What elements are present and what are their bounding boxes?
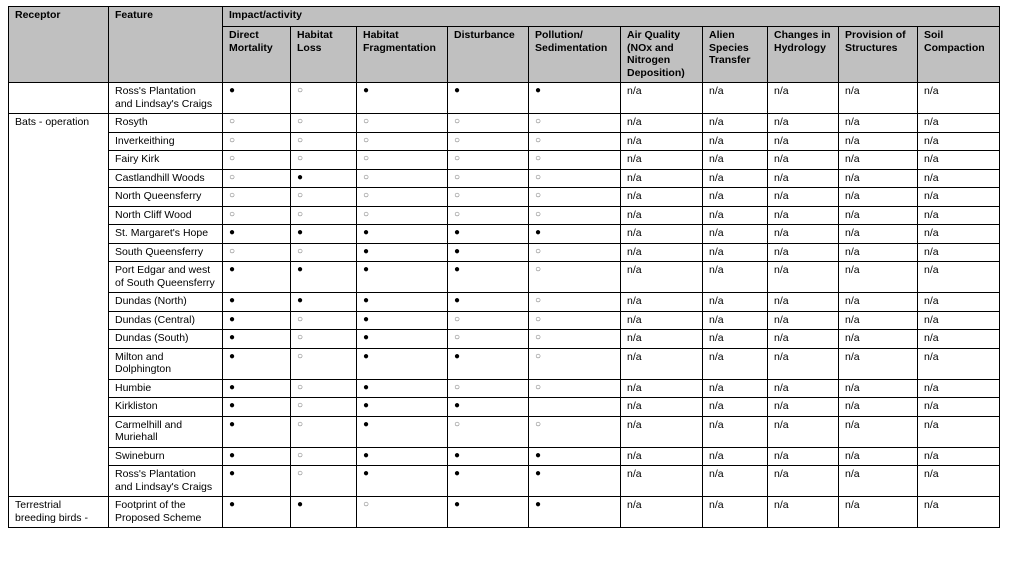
feature-cell: Kirkliston — [109, 398, 223, 417]
filled-circle-icon: ● — [291, 225, 357, 244]
open-circle-icon: ○ — [357, 151, 448, 170]
value-cell: n/a — [839, 206, 918, 225]
open-circle-icon: ○ — [291, 188, 357, 207]
table-header — [9, 7, 1000, 83]
open-circle-icon: ○ — [291, 151, 357, 170]
feature-cell: Dundas (Central) — [109, 311, 223, 330]
open-circle-icon: ○ — [529, 243, 621, 262]
filled-circle-icon: ● — [357, 311, 448, 330]
open-circle-icon: ○ — [357, 114, 448, 133]
value-cell: n/a — [768, 497, 839, 528]
table-row — [9, 188, 1000, 207]
value-cell: n/a — [621, 225, 703, 244]
table-row — [9, 293, 1000, 312]
open-circle-icon: ○ — [291, 311, 357, 330]
open-circle-icon: ○ — [448, 132, 529, 151]
value-cell: n/a — [621, 330, 703, 349]
open-circle-icon: ○ — [291, 466, 357, 497]
value-cell: n/a — [839, 348, 918, 379]
value-cell: n/a — [768, 466, 839, 497]
value-cell: n/a — [839, 151, 918, 170]
value-cell: n/a — [703, 262, 768, 293]
filled-circle-icon: ● — [223, 293, 291, 312]
value-cell: n/a — [621, 151, 703, 170]
value-cell: n/a — [703, 151, 768, 170]
value-cell: n/a — [918, 206, 1000, 225]
open-circle-icon: ○ — [223, 132, 291, 151]
value-cell: n/a — [621, 416, 703, 447]
open-circle-icon: ○ — [529, 169, 621, 188]
filled-circle-icon: ● — [529, 225, 621, 244]
value-cell: n/a — [918, 114, 1000, 133]
value-cell: n/a — [703, 293, 768, 312]
value-cell: n/a — [703, 447, 768, 466]
open-circle-icon: ○ — [357, 497, 448, 528]
feature-cell: North Cliff Wood — [109, 206, 223, 225]
value-cell: n/a — [768, 379, 839, 398]
value-cell: n/a — [839, 243, 918, 262]
value-cell: n/a — [839, 262, 918, 293]
value-cell: n/a — [839, 169, 918, 188]
filled-circle-icon: ● — [357, 262, 448, 293]
open-circle-icon: ○ — [291, 348, 357, 379]
value-cell: n/a — [768, 398, 839, 417]
filled-circle-icon: ● — [448, 447, 529, 466]
filled-circle-icon: ● — [291, 293, 357, 312]
feature-cell: Ross's Plantation and Lindsay's Craigs — [109, 466, 223, 497]
table-row — [9, 151, 1000, 170]
open-circle-icon: ○ — [448, 206, 529, 225]
filled-circle-icon: ● — [223, 416, 291, 447]
table-row — [9, 311, 1000, 330]
filled-circle-icon: ● — [529, 466, 621, 497]
open-circle-icon: ○ — [291, 206, 357, 225]
filled-circle-icon: ● — [223, 348, 291, 379]
table-row — [9, 243, 1000, 262]
value-cell: n/a — [768, 416, 839, 447]
value-cell: n/a — [839, 416, 918, 447]
value-cell: n/a — [768, 151, 839, 170]
table-row — [9, 497, 1000, 528]
value-cell: n/a — [621, 447, 703, 466]
open-circle-icon: ○ — [291, 379, 357, 398]
header-column: Pollution/ Sedimentation — [529, 27, 621, 83]
feature-cell: Castlandhill Woods — [109, 169, 223, 188]
filled-circle-icon: ● — [291, 262, 357, 293]
filled-circle-icon: ● — [448, 225, 529, 244]
table-row — [9, 379, 1000, 398]
value-cell: n/a — [621, 243, 703, 262]
value-cell: n/a — [918, 151, 1000, 170]
value-cell: n/a — [918, 348, 1000, 379]
open-circle-icon: ○ — [529, 348, 621, 379]
feature-cell: North Queensferry — [109, 188, 223, 207]
table-row — [9, 330, 1000, 349]
open-circle-icon: ○ — [529, 206, 621, 225]
value-cell: n/a — [839, 379, 918, 398]
value-cell: n/a — [703, 416, 768, 447]
feature-cell: St. Margaret's Hope — [109, 225, 223, 244]
open-circle-icon: ○ — [291, 83, 357, 114]
value-cell: n/a — [839, 466, 918, 497]
filled-circle-icon: ● — [357, 243, 448, 262]
value-cell: n/a — [703, 466, 768, 497]
filled-circle-icon: ● — [448, 466, 529, 497]
open-circle-icon: ○ — [448, 379, 529, 398]
table-row — [9, 416, 1000, 447]
open-circle-icon: ○ — [529, 262, 621, 293]
open-circle-icon: ○ — [529, 293, 621, 312]
open-circle-icon: ○ — [529, 132, 621, 151]
feature-cell: Fairy Kirk — [109, 151, 223, 170]
value-cell: n/a — [621, 348, 703, 379]
value-cell: n/a — [839, 83, 918, 114]
header-column: Air Quality (NOx and Nitrogen Deposition) — [621, 27, 703, 83]
filled-circle-icon: ● — [529, 447, 621, 466]
filled-circle-icon: ● — [448, 497, 529, 528]
table-row — [9, 169, 1000, 188]
header-feature: Feature — [109, 7, 223, 83]
value-cell: n/a — [703, 243, 768, 262]
table-row — [9, 348, 1000, 379]
receptor-cell: Bats - operation — [9, 114, 109, 497]
value-cell: n/a — [918, 379, 1000, 398]
table-row — [9, 206, 1000, 225]
filled-circle-icon: ● — [448, 293, 529, 312]
value-cell: n/a — [768, 348, 839, 379]
open-circle-icon: ○ — [529, 188, 621, 207]
value-cell: n/a — [621, 262, 703, 293]
table-row — [9, 262, 1000, 293]
value-cell: n/a — [621, 114, 703, 133]
open-circle-icon: ○ — [291, 447, 357, 466]
open-circle-icon: ○ — [223, 206, 291, 225]
feature-cell: Rosyth — [109, 114, 223, 133]
filled-circle-icon: ● — [223, 262, 291, 293]
value-cell: n/a — [621, 188, 703, 207]
value-cell: n/a — [839, 225, 918, 244]
filled-circle-icon: ● — [357, 466, 448, 497]
table-row — [9, 225, 1000, 244]
value-cell: n/a — [918, 262, 1000, 293]
value-cell: n/a — [918, 243, 1000, 262]
value-cell: n/a — [768, 169, 839, 188]
filled-circle-icon: ● — [448, 83, 529, 114]
open-circle-icon: ○ — [291, 330, 357, 349]
filled-circle-icon: ● — [448, 262, 529, 293]
feature-cell: Ross's Plantation and Lindsay's Craigs — [109, 83, 223, 114]
value-cell: n/a — [918, 83, 1000, 114]
open-circle-icon: ○ — [291, 114, 357, 133]
value-cell: n/a — [768, 243, 839, 262]
filled-circle-icon: ● — [357, 225, 448, 244]
filled-circle-icon: ● — [223, 466, 291, 497]
open-circle-icon: ○ — [448, 416, 529, 447]
open-circle-icon: ○ — [357, 169, 448, 188]
value-cell: n/a — [918, 447, 1000, 466]
open-circle-icon: ○ — [448, 151, 529, 170]
open-circle-icon: ○ — [291, 416, 357, 447]
filled-circle-icon: ● — [357, 379, 448, 398]
value-cell: n/a — [768, 83, 839, 114]
value-cell: n/a — [918, 398, 1000, 417]
table-body — [9, 83, 1000, 528]
value-cell: n/a — [918, 132, 1000, 151]
feature-cell: Inverkeithing — [109, 132, 223, 151]
filled-circle-icon: ● — [357, 330, 448, 349]
header-column: Disturbance — [448, 27, 529, 83]
value-cell: n/a — [703, 379, 768, 398]
filled-circle-icon: ● — [223, 225, 291, 244]
value-cell: n/a — [621, 83, 703, 114]
filled-circle-icon: ● — [357, 398, 448, 417]
value-cell: n/a — [768, 206, 839, 225]
open-circle-icon: ○ — [448, 114, 529, 133]
open-circle-icon: ○ — [291, 398, 357, 417]
open-circle-icon: ○ — [529, 379, 621, 398]
value-cell: n/a — [918, 497, 1000, 528]
value-cell: n/a — [839, 188, 918, 207]
table-row — [9, 114, 1000, 133]
table-row — [9, 132, 1000, 151]
value-cell: n/a — [621, 497, 703, 528]
open-circle-icon: ○ — [223, 243, 291, 262]
filled-circle-icon: ● — [291, 497, 357, 528]
value-cell: n/a — [703, 225, 768, 244]
header-column: Habitat Fragmentation — [357, 27, 448, 83]
filled-circle-icon: ● — [357, 416, 448, 447]
table-row — [9, 398, 1000, 417]
value-cell: n/a — [621, 466, 703, 497]
open-circle-icon: ○ — [223, 151, 291, 170]
open-circle-icon: ○ — [529, 114, 621, 133]
value-cell: n/a — [703, 132, 768, 151]
open-circle-icon: ○ — [529, 151, 621, 170]
value-cell: n/a — [918, 466, 1000, 497]
value-cell: n/a — [839, 293, 918, 312]
receptor-cell: Terrestrial breeding birds - — [9, 497, 109, 528]
open-circle-icon: ○ — [529, 311, 621, 330]
value-cell: n/a — [768, 262, 839, 293]
filled-circle-icon: ● — [223, 83, 291, 114]
value-cell: n/a — [918, 330, 1000, 349]
open-circle-icon: ○ — [223, 188, 291, 207]
value-cell: n/a — [621, 169, 703, 188]
filled-circle-icon: ● — [223, 330, 291, 349]
filled-circle-icon: ● — [448, 348, 529, 379]
value-cell: n/a — [768, 188, 839, 207]
value-cell: n/a — [839, 311, 918, 330]
value-cell: n/a — [768, 330, 839, 349]
feature-cell: Humbie — [109, 379, 223, 398]
value-cell — [529, 398, 621, 417]
open-circle-icon: ○ — [529, 416, 621, 447]
header-column: Alien Species Transfer — [703, 27, 768, 83]
value-cell: n/a — [703, 348, 768, 379]
value-cell: n/a — [621, 293, 703, 312]
value-cell: n/a — [703, 398, 768, 417]
value-cell: n/a — [703, 311, 768, 330]
filled-circle-icon: ● — [529, 83, 621, 114]
open-circle-icon: ○ — [448, 330, 529, 349]
filled-circle-icon: ● — [357, 293, 448, 312]
value-cell: n/a — [918, 311, 1000, 330]
filled-circle-icon: ● — [223, 379, 291, 398]
header-impact-activity: Impact/activity — [223, 7, 1000, 27]
feature-cell: Footprint of the Proposed Scheme — [109, 497, 223, 528]
value-cell: n/a — [768, 225, 839, 244]
value-cell: n/a — [703, 83, 768, 114]
value-cell: n/a — [768, 293, 839, 312]
feature-cell: Milton and Dolphington — [109, 348, 223, 379]
open-circle-icon: ○ — [448, 169, 529, 188]
value-cell: n/a — [621, 311, 703, 330]
header-column: Provision of Structures — [839, 27, 918, 83]
filled-circle-icon: ● — [357, 447, 448, 466]
value-cell: n/a — [703, 188, 768, 207]
filled-circle-icon: ● — [291, 169, 357, 188]
value-cell: n/a — [768, 114, 839, 133]
value-cell: n/a — [918, 293, 1000, 312]
open-circle-icon: ○ — [357, 188, 448, 207]
feature-cell: Dundas (South) — [109, 330, 223, 349]
header-receptor: Receptor — [9, 7, 109, 83]
value-cell: n/a — [839, 497, 918, 528]
table-row — [9, 447, 1000, 466]
feature-cell: Swineburn — [109, 447, 223, 466]
value-cell: n/a — [768, 132, 839, 151]
impact-table — [8, 6, 1000, 528]
open-circle-icon: ○ — [448, 311, 529, 330]
filled-circle-icon: ● — [223, 447, 291, 466]
table-row — [9, 466, 1000, 497]
open-circle-icon: ○ — [357, 132, 448, 151]
header-column: Soil Compaction — [918, 27, 1000, 83]
filled-circle-icon: ● — [223, 311, 291, 330]
open-circle-icon: ○ — [357, 206, 448, 225]
filled-circle-icon: ● — [448, 398, 529, 417]
value-cell: n/a — [703, 206, 768, 225]
value-cell: n/a — [839, 447, 918, 466]
value-cell: n/a — [768, 311, 839, 330]
value-cell: n/a — [918, 225, 1000, 244]
value-cell: n/a — [839, 398, 918, 417]
value-cell: n/a — [621, 132, 703, 151]
value-cell: n/a — [703, 330, 768, 349]
feature-cell: Port Edgar and west of South Queensferry — [109, 262, 223, 293]
value-cell: n/a — [621, 379, 703, 398]
value-cell: n/a — [918, 416, 1000, 447]
feature-cell: Carmelhill and Muriehall — [109, 416, 223, 447]
filled-circle-icon: ● — [357, 348, 448, 379]
table-row — [9, 83, 1000, 114]
open-circle-icon: ○ — [291, 243, 357, 262]
value-cell: n/a — [839, 132, 918, 151]
header-column: Changes in Hydrology — [768, 27, 839, 83]
value-cell: n/a — [918, 169, 1000, 188]
filled-circle-icon: ● — [357, 83, 448, 114]
value-cell: n/a — [621, 398, 703, 417]
value-cell: n/a — [703, 169, 768, 188]
header-column: Direct Mortality — [223, 27, 291, 83]
filled-circle-icon: ● — [223, 497, 291, 528]
filled-circle-icon: ● — [529, 497, 621, 528]
value-cell: n/a — [621, 206, 703, 225]
header-column: Habitat Loss — [291, 27, 357, 83]
value-cell: n/a — [768, 447, 839, 466]
open-circle-icon: ○ — [223, 169, 291, 188]
value-cell: n/a — [703, 497, 768, 528]
open-circle-icon: ○ — [223, 114, 291, 133]
value-cell: n/a — [839, 114, 918, 133]
value-cell: n/a — [839, 330, 918, 349]
filled-circle-icon: ● — [448, 243, 529, 262]
open-circle-icon: ○ — [291, 132, 357, 151]
value-cell: n/a — [703, 114, 768, 133]
filled-circle-icon: ● — [223, 398, 291, 417]
open-circle-icon: ○ — [448, 188, 529, 207]
open-circle-icon: ○ — [529, 330, 621, 349]
receptor-cell — [9, 83, 109, 114]
feature-cell: Dundas (North) — [109, 293, 223, 312]
feature-cell: South Queensferry — [109, 243, 223, 262]
value-cell: n/a — [918, 188, 1000, 207]
